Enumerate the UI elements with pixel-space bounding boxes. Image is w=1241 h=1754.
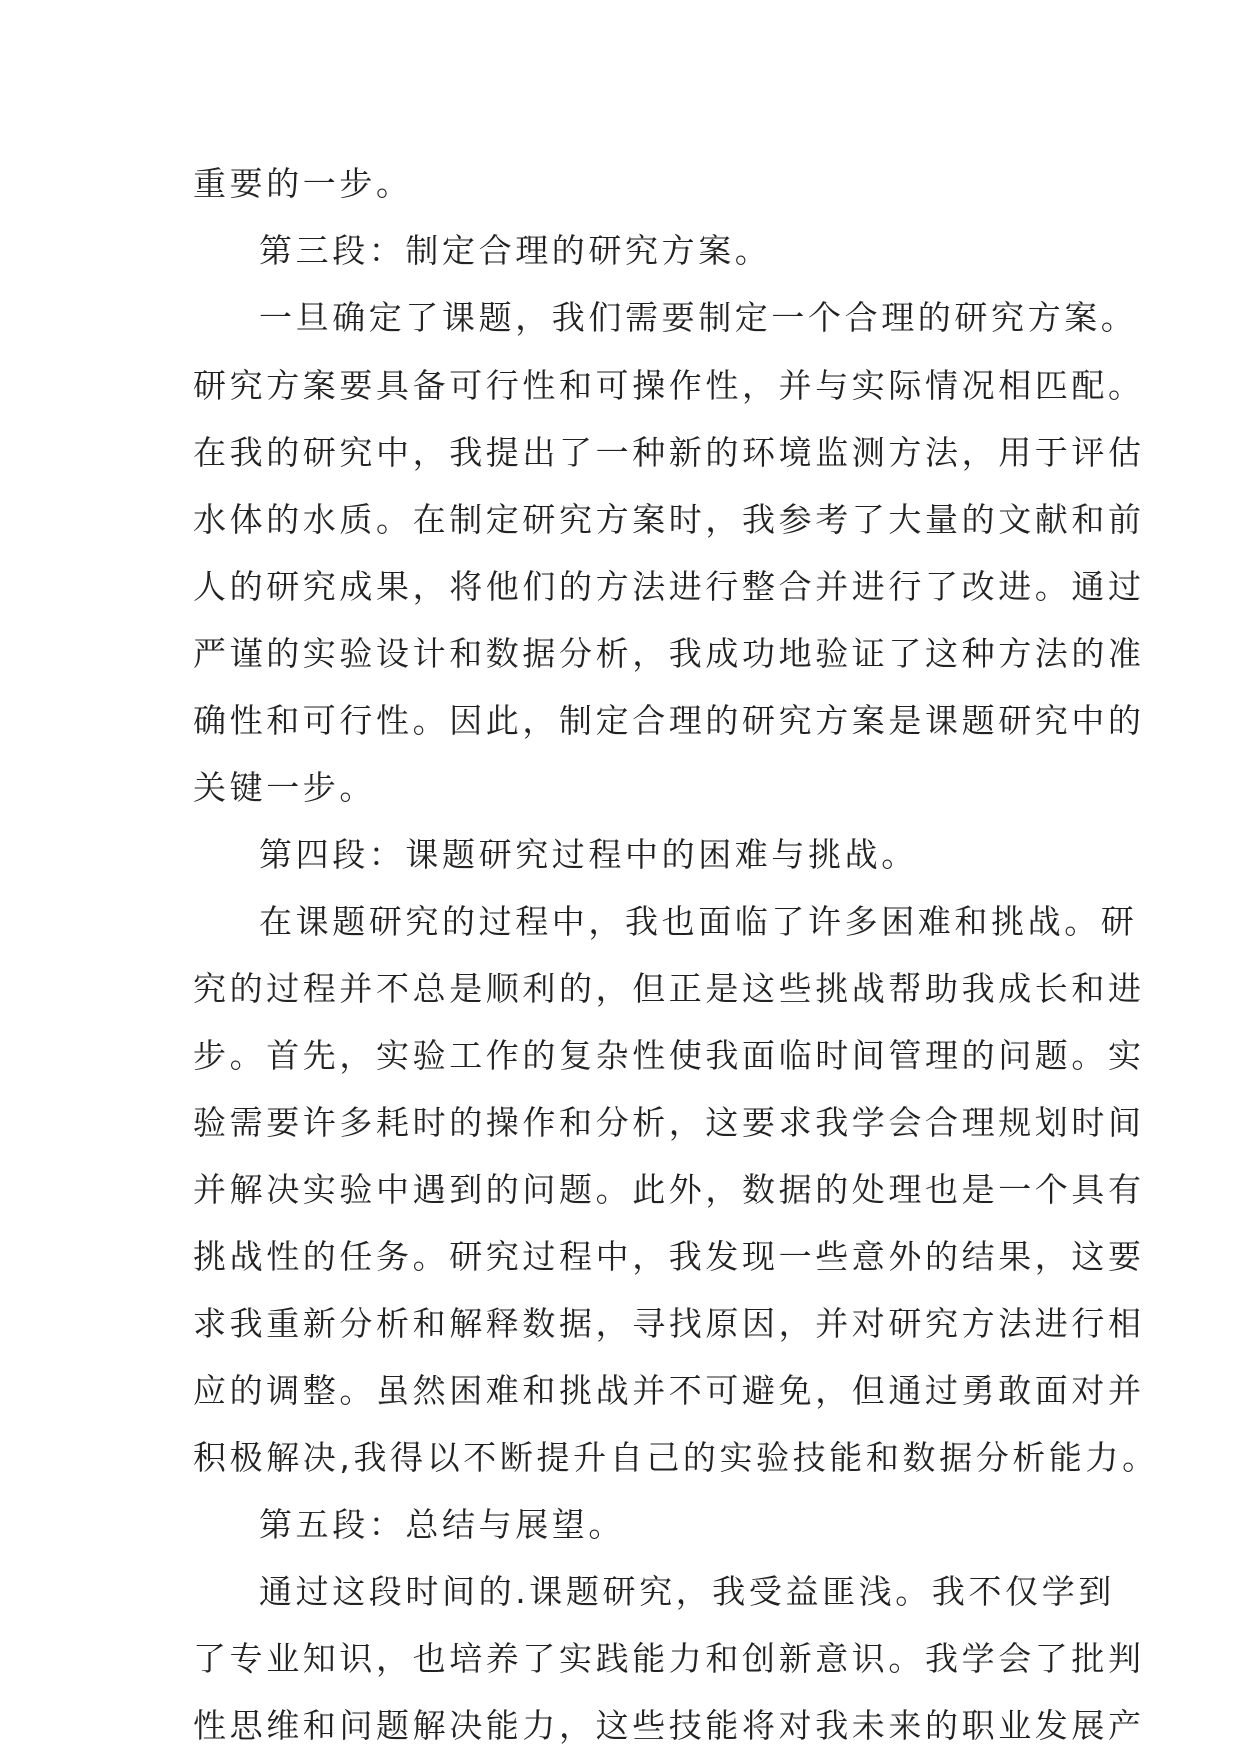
text-line: 人的研究成果，将他们的方法进行整合并进行了改进。通过: [193, 567, 1145, 606]
text-line: 严谨的实验设计和数据分析，我成功地验证了这种方法的准: [193, 634, 1145, 673]
text-line: 一旦确定了课题，我们需要制定一个合理的研究方案。: [259, 298, 1138, 337]
text-line: 水体的水质。在制定研究方案时，我参考了大量的文献和前: [193, 500, 1145, 539]
text-line: 并解决实验中遇到的问题。此外，数据的处理也是一个具有: [193, 1170, 1145, 1209]
text-line: 确性和可行性。因此，制定合理的研究方案是课题研究中的: [193, 701, 1145, 740]
text-line: 步。首先，实验工作的复杂性使我面临时间管理的问题。实: [193, 1036, 1145, 1075]
text-line: 关键一步。: [193, 768, 376, 807]
text-line: 挑战性的任务。研究过程中，我发现一些意外的结果，这要: [193, 1237, 1145, 1276]
text-line: 在我的研究中，我提出了一种新的环境监测方法，用于评估: [193, 433, 1145, 472]
text-line: 通过这段时间的.课题研究，我受益匪浅。我不仅学到: [259, 1572, 1115, 1611]
text-line: 在课题研究的过程中，我也面临了许多困难和挑战。研: [259, 902, 1138, 941]
text-line: 应的调整。虽然困难和挑战并不可避免，但通过勇敢面对并: [193, 1371, 1145, 1410]
text-line: 了专业知识，也培养了实践能力和创新意识。我学会了批判: [193, 1639, 1145, 1678]
text-line: 研究方案要具备可行性和可操作性，并与实际情况相匹配。: [193, 366, 1145, 405]
text-line: 求我重新分析和解释数据，寻找原因，并对研究方法进行相: [193, 1304, 1145, 1343]
section-heading: 第四段：课题研究过程中的困难与挑战。: [259, 835, 918, 874]
text-line: 究的过程并不总是顺利的，但正是这些挑战帮助我成长和进: [193, 969, 1145, 1008]
text-line: 重要的一步。: [193, 164, 413, 203]
text-line: 性思维和问题解决能力，这些技能将对我未来的职业发展产: [193, 1706, 1145, 1745]
text-line: 验需要许多耗时的操作和分析，这要求我学会合理规划时间: [193, 1103, 1145, 1142]
text-line: 积极解决,我得以不断提升自己的实验技能和数据分析能力。: [193, 1438, 1159, 1477]
section-heading: 第三段：制定合理的研究方案。: [259, 231, 772, 270]
section-heading: 第五段：总结与展望。: [259, 1505, 625, 1544]
